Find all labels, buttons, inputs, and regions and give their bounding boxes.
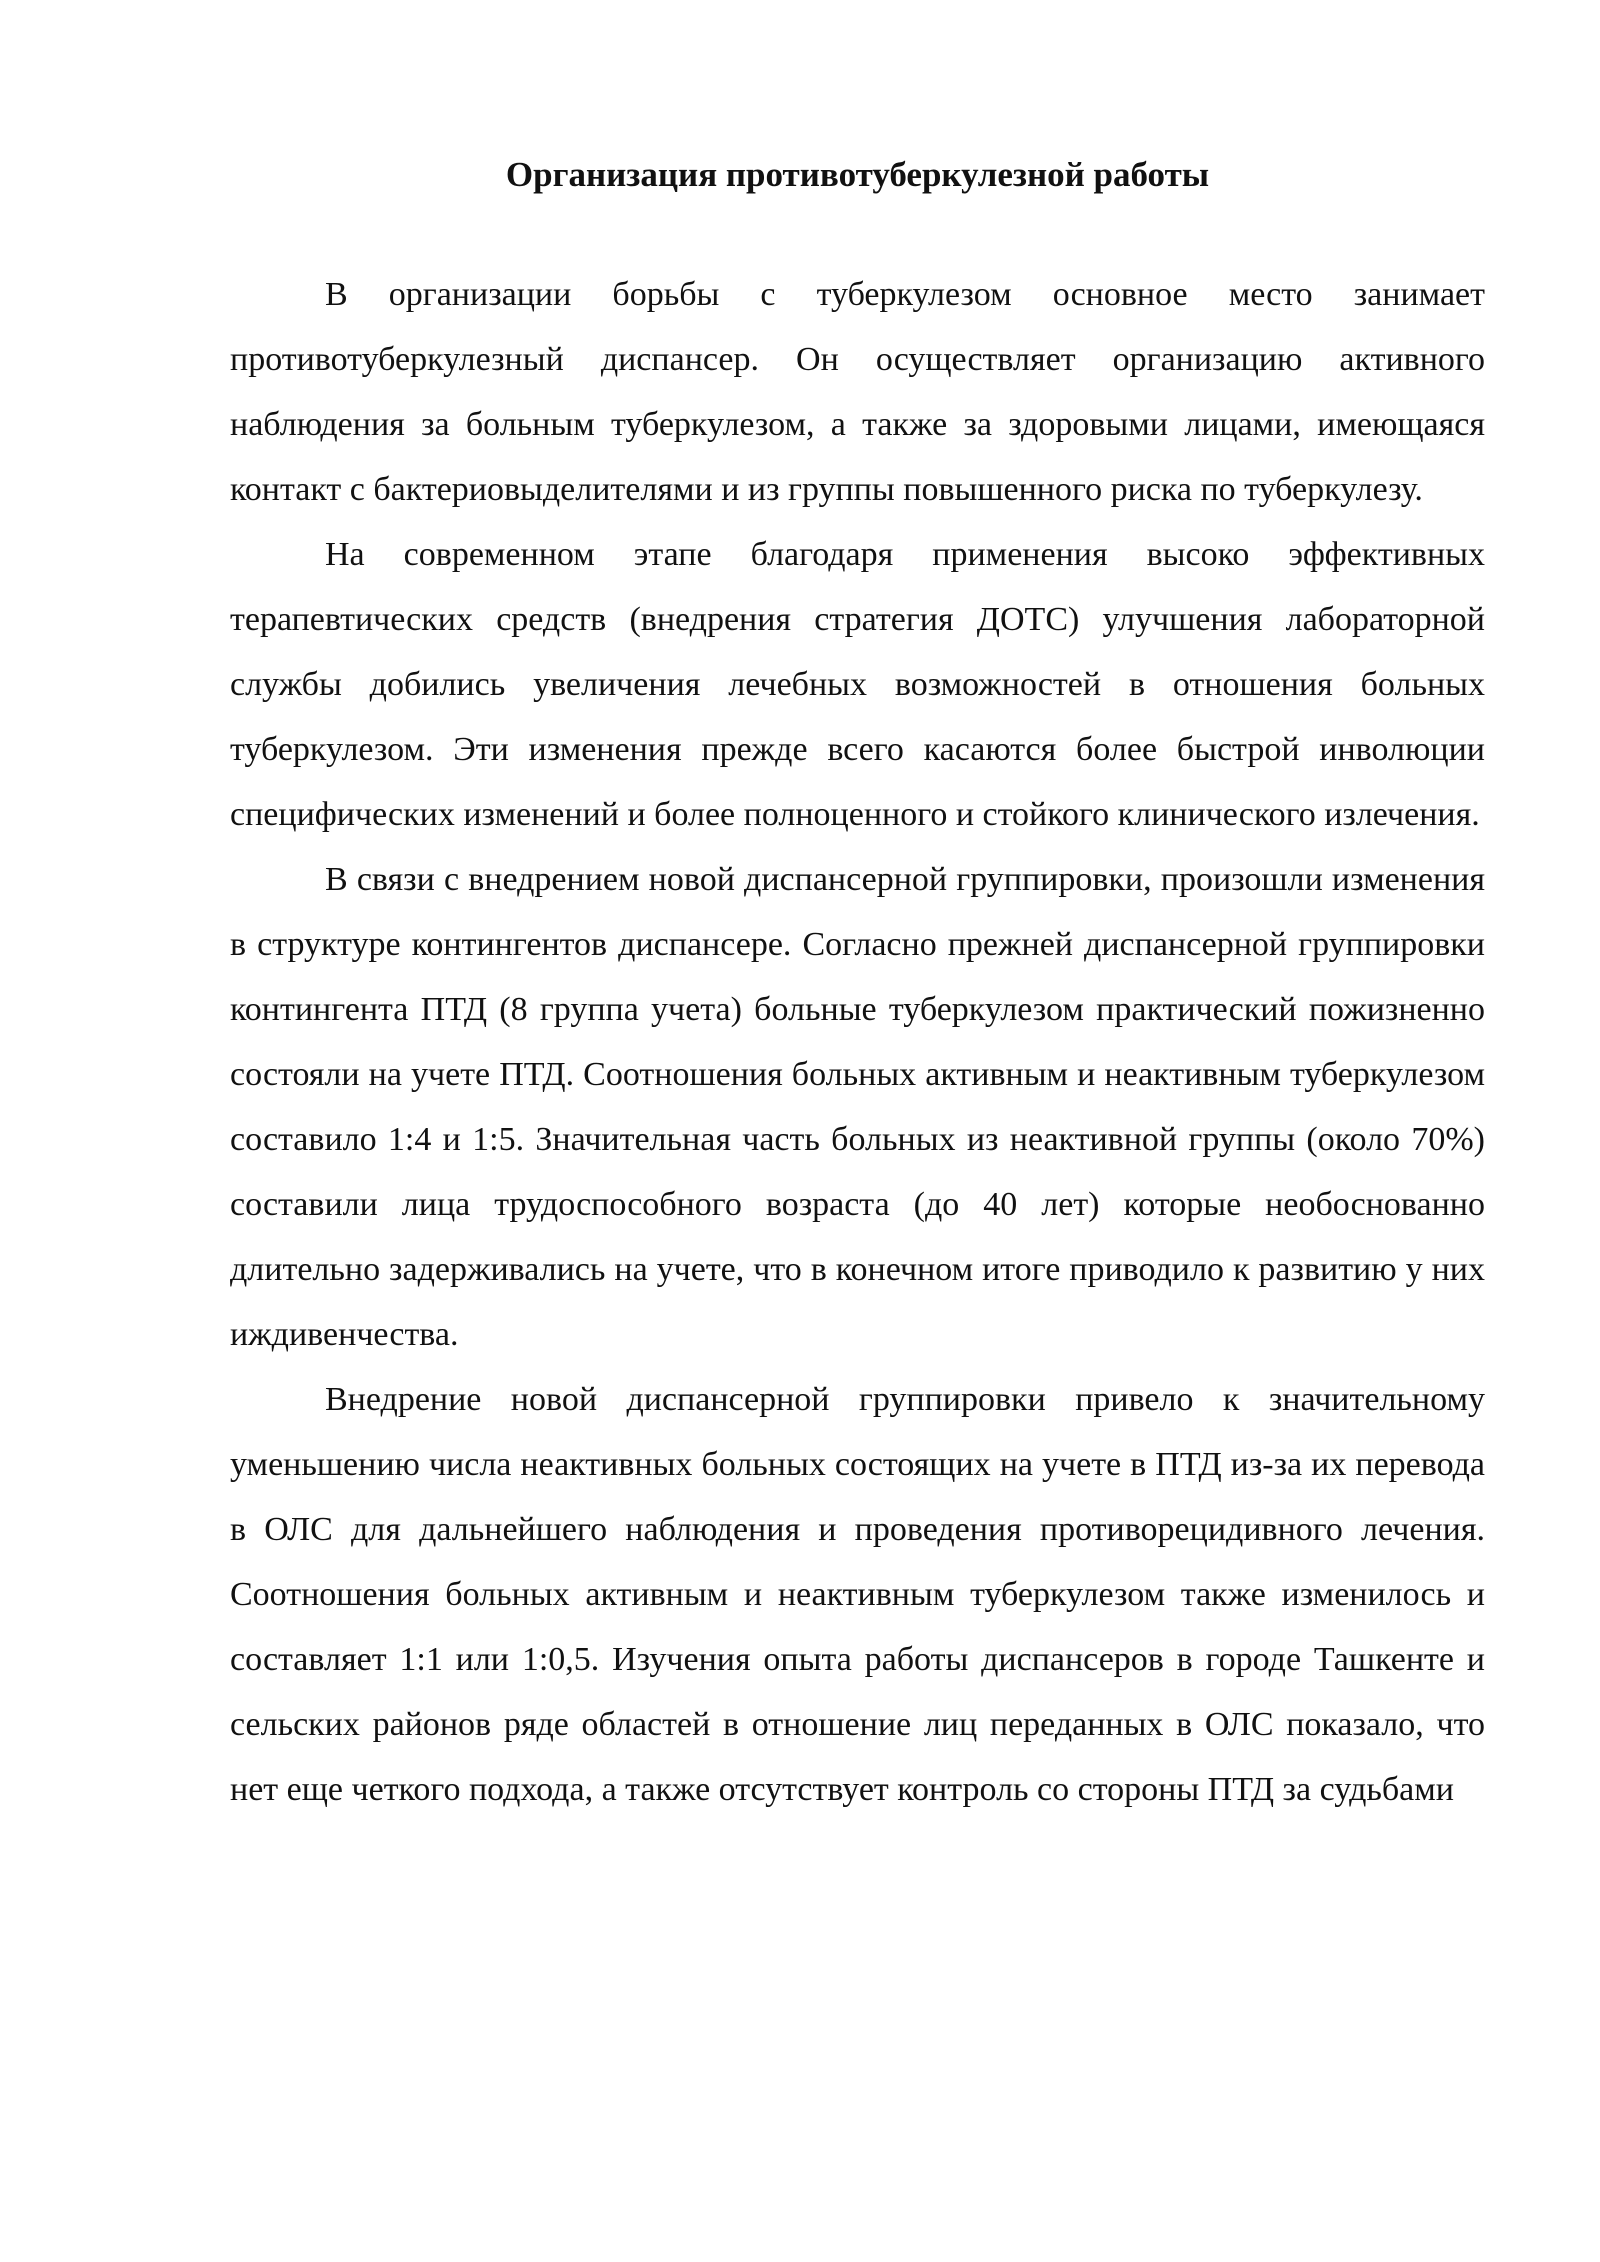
- paragraph-1: В организации борьбы с туберкулезом основное место занимает противотуберкулезный диспансер. Он осуществляет организацию активного наблюдения за больным туберкулезом, а также за здоровыми лицами, имеющаяся контакт с бактериовыделителями и из группы повышенного риска по туберкулезу.: [230, 276, 1485, 508]
- document-title: Организация противотуберкулезной работы: [505, 155, 1210, 194]
- document-body: [230, 262, 1485, 1822]
- document-page: [230, 150, 1485, 1822]
- paragraph-3: В связи с внедрением новой диспансерной группировки, произошли изменения в структуре контингентов диспансере. Согласно прежней диспансерной группировки контингента ПТД (8 группа учета) больные туберкулезом практический пожизненно состояли на учете ПТД. Соотношения больных активным и неактивным туберкулезом составило 1:4 и 1:5. Значительная часть больных из неактивной группы (около 70%) составили лица трудоспособного возраста (до 40 лет) которые необоснованно длительно задерживались на учете, что в конечном итоге приводило к развитию у них иждивенчества.: [230, 861, 1485, 1353]
- paragraph-2: На современном этапе благодаря применения высоко эффективных терапевтических средств (внедрения стратегия ДОТС) улучшения лабораторной службы добились увеличения лечебных возможностей в отношения больных туберкулезом. Эти изменения прежде всего касаются более быстрой инволюции специфических изменений и более полноценного и стойкого клинического излечения.: [230, 536, 1485, 833]
- paragraph-4: Внедрение новой диспансерной группировки привело к значительному уменьшению числа неактивных больных состоящих на учете в ПТД из-за их перевода в ОЛС для дальнейшего наблюдения и проведения противорецидивного лечения. Соотношения больных активным и неактивным туберкулезом также изменилось и составляет 1:1 или 1:0,5. Изучения опыта работы диспансеров в городе Ташкенте и сельских районов ряде областей в отношение лиц переданных в ОЛС показало, что нет еще четкого подхода, а также отсутствует контроль со стороны ПТД за судьбами: [230, 1381, 1485, 1808]
